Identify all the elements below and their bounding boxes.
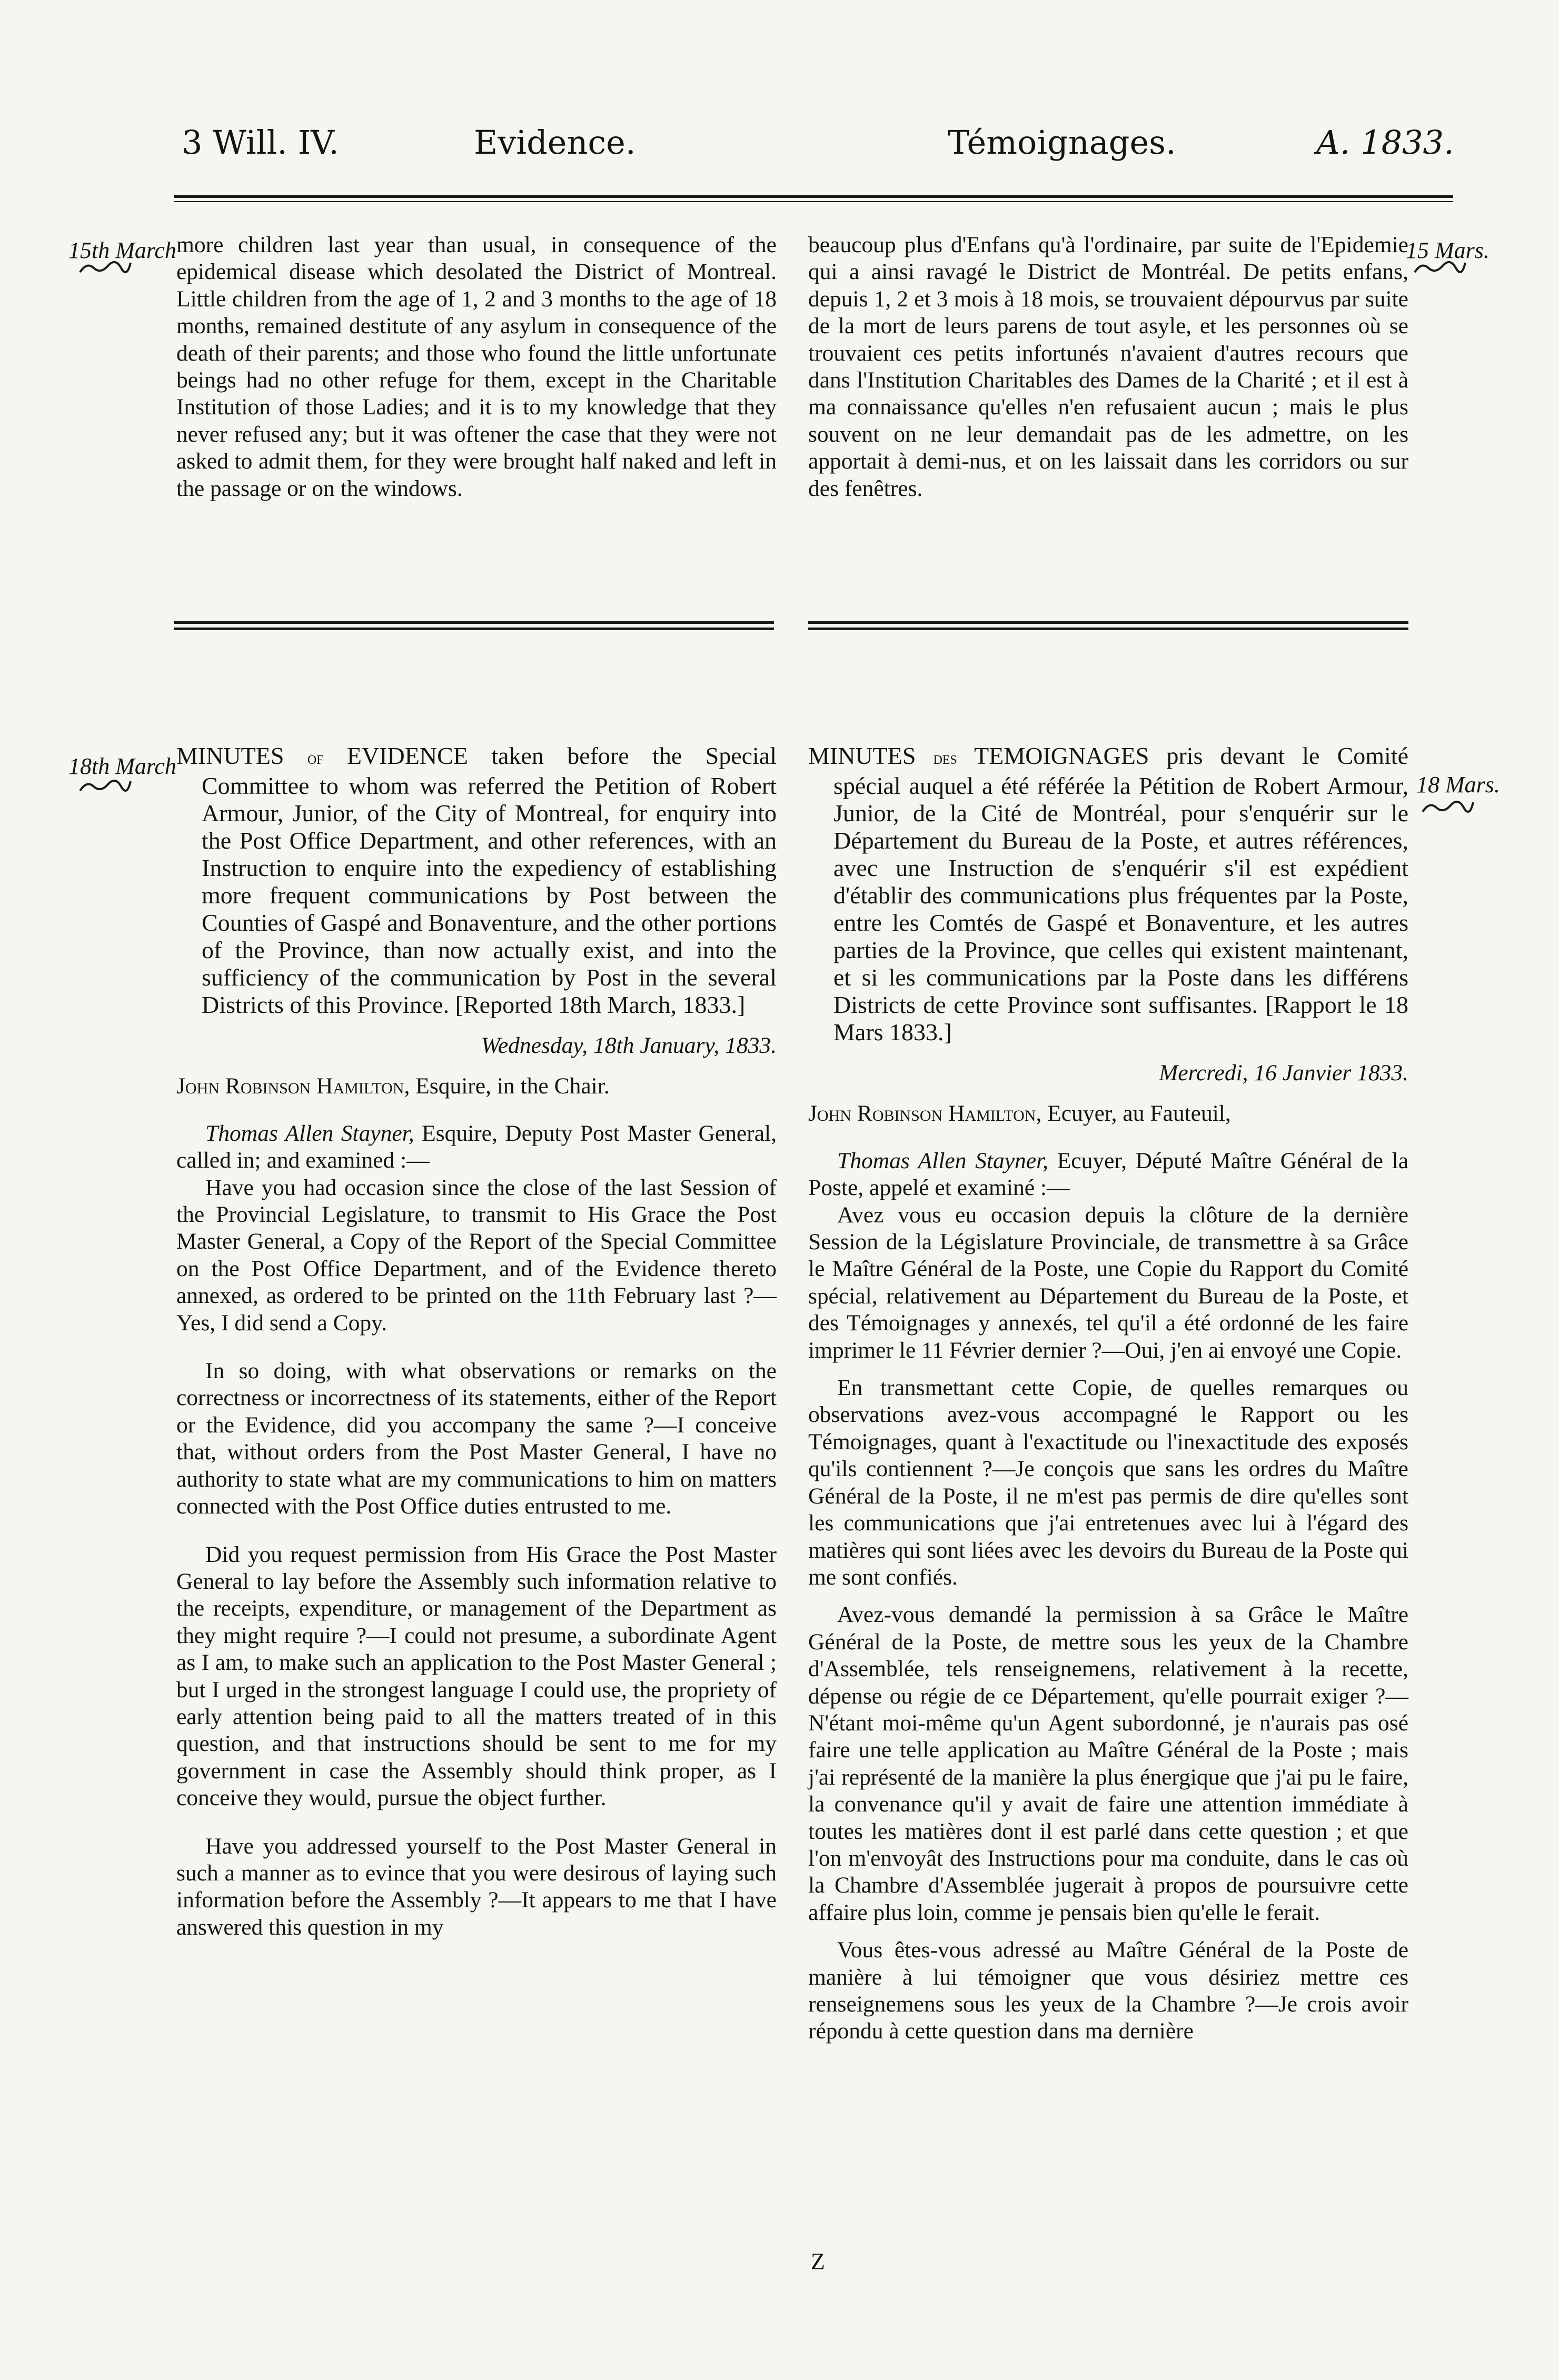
tilde-flourish-left-2 [79, 779, 132, 793]
section1-french-text: beaucoup plus d'Enfans qu'à l'ordinaire, par suite de l'Epidemie qui a ainsi ravagé le District de Montréal. De petits enfans, depuis 1, 2 et 3 mois à 18 mois, se trouvaient dépourvus par suite de la mort de leurs parens de tout asyle, et les personnes où se trouvaient ces petits infortunés n'avaient d'autres recours que dans l'Institution Charitables des Dames de la Charité ; et il est à ma connaissance qu'elles n'en refusaient aucun ; mais le plus souvent on ne leur demandait pas de les admettre, on les apportait à demi-nus, et on les laissait dans les corridors ou sur des fenêtres. [808, 232, 1408, 501]
chair-line-english [176, 1073, 777, 1100]
witness-name: Thomas Allen Stayner, [837, 1148, 1049, 1173]
witness-rest: Esquire, Deputy Post Master General, called in; and examined :— [176, 1120, 777, 1173]
section2-english [176, 742, 777, 1941]
section1-french [808, 232, 1408, 502]
qa-paragraph: Have you addressed yourself to the Post Master General in such a manner as to evince that you were desirous of laying such information before the Assembly ?—It appears to me that I have answered this question in my [176, 1833, 777, 1940]
qa-paragraph: En transmettant cette Copie, de quelles remarques ou observations avez-vous accompagné le Rapport ou les Témoignages, quant à l'exactitude ou l'inexactitude des exposés qu'ils contiennent ?—Je conçois que sans les ordres du Maître Général de la Poste, il ne m'est pas permis de dire qu'elles sont les communications que j'ai entretenues avec lui à l'égard des matières qui sont liées avec les devoirs du Bureau de la Poste qui me sont confiés. [808, 1375, 1408, 1590]
margin-date-right-2: 18 Mars. [1416, 772, 1500, 798]
heading-lead: MINUTES [176, 742, 284, 769]
chair-rest: Esquire, in the Chair. [415, 1073, 610, 1099]
qa-paragraph: Did you request permission from His Grace the Post Master General to lay before the Assembly such information relative to the receipts, expenditure, or management of the Department as they might require ?—I could not presume, a subordinate Agent as I am, to make such an application to the Post Master General ; but I urged in the strongest language I could use, the propriety of early attention being paid to all the matters treated of in this question, and that instructions should be sent to me for my government in case the Assembly should think proper, as I conceive they would, pursue the object further. [176, 1541, 777, 1811]
section1-english-text: more children last year than usual, in consequence of the epidemical disease which desolated the District of Montreal. Little children from the age of 1, 2 and 3 months to the age of 18 months, remained destitute of any asylum in consequence of the death of their parents; and those who found the little unfortunate beings had no other refuge for them, except in the Charitable Institution of those Ladies; and it is to my knowledge that they never refused any; but it was oftener the case that they were not asked to admit them, for they were brought half naked and left in the passage or on the windows. [176, 232, 777, 501]
margin-date-left-2: 18th March [68, 753, 176, 779]
tilde-flourish-right-2 [1422, 800, 1474, 814]
witness-line-french [808, 1148, 1408, 1202]
sitting-date-english: Wednesday, 18th January, 1833. [481, 1033, 777, 1058]
qa-paragraph: Avez vous eu occasion depuis la clôture de la dernière Session de la Législature Provinciale, de transmettre à sa Grâce le Maître Général de la Poste, une Copie du Rapport du Comité spécial, relativement au Département du Bureau de la Poste, et des Témoignages y annexés, tel qu'il a été ordonné de les faire imprimer le 11 Février dernier ?—Oui, j'en ai envoyé une Copie. [808, 1202, 1408, 1363]
chair-line-french [808, 1100, 1408, 1127]
qa-paragraph: Vous êtes-vous adressé au Maître Général de la Poste de manière à lui témoigner que vous désiriez mettre ces renseignemens sous les yeux de la Chambre ?—Je crois avoir répondu à cette question dans ma dernière [808, 1937, 1408, 2044]
sitting-date-french: Mercredi, 16 Janvier 1833. [1159, 1060, 1408, 1086]
section-divider-right-top [808, 621, 1408, 624]
minutes-heading-english [176, 742, 777, 1019]
heading-lead: MINUTES [808, 742, 916, 769]
witness-name: Thomas Allen Stayner, [205, 1120, 414, 1146]
section-divider-right-bottom [808, 628, 1408, 630]
qa-paragraph: Have you had occasion since the close of the last Session of the Provincial Legislature, to transmit to His Grace the Post Master General, a Copy of the Report of the Special Committee on the Post Office Department, and of the Evidence thereto annexed, as ordered to be printed on the 11th February last ?—Yes, I did send a Copy. [176, 1174, 777, 1336]
margin-date-right-1: 15 Mars. [1406, 237, 1490, 263]
section2-french [808, 742, 1408, 2045]
left-title: Evidence. [474, 123, 636, 162]
margin-date-left-1: 15th March [68, 237, 176, 263]
heading-rest: TEMOIGNAGES pris devant le Comité spécial auquel a été référée la Pétition de Robert Armour, Junior, de la Cité de Montréal, pour s'enquérir sur le Département du Bureau de la Poste, et autres références, avec une Instruction de s'enquérir s'il est expédient d'établir des communications plus fréquentes par la Poste, entre les Comtés de Gaspé et Bonaventure, et les autres parties de la Province, que celles qui existent maintenant, et si les communications par la Poste dans les différens Districts de cette Province sont suffisantes. [Rapport le 18 Mars 1833.] [833, 742, 1409, 1045]
chair-name: John Robinson Hamilton, [176, 1073, 410, 1099]
header-rule-thick [174, 195, 1453, 198]
qa-paragraph: In so doing, with what observations or remarks on the correctness or incorrectness of its statements, either of the Report or the Evidence, did you accompany the same ?—I conceive that, without orders from the Post Master General, I have no authority to state what are my communications to him on matters connected with the Post Office duties entrusted to me. [176, 1358, 777, 1519]
witness-rest: Ecuyer, Député Maître Général de la Poste, appelé et examiné :— [808, 1148, 1409, 1201]
heading-des: des [933, 749, 957, 768]
section1-english [176, 232, 777, 502]
signature-mark: Z [811, 2248, 825, 2274]
minutes-heading-french [808, 742, 1408, 1046]
year-label: A. 1833. [1316, 123, 1454, 162]
right-title: Témoignages. [948, 123, 1176, 162]
section-divider-left-bottom [174, 628, 774, 630]
tilde-flourish-right-1 [1414, 261, 1466, 274]
tilde-flourish-left-1 [79, 261, 132, 274]
chair-name: John Robinson Hamilton, [808, 1101, 1042, 1127]
header-rule-thin [174, 201, 1453, 202]
witness-line-english [176, 1120, 777, 1174]
heading-of: of [307, 749, 324, 768]
session-label: 3 Will. IV. [182, 123, 339, 162]
chair-rest: Ecuyer, au Fauteuil, [1047, 1101, 1231, 1127]
section-divider-left-top [174, 621, 774, 624]
qa-paragraph: Avez-vous demandé la permission à sa Grâce le Maître Général de la Poste, de mettre sous les yeux de la Chambre d'Assemblée, tels renseignemens, relativement à la recette, dépense ou régie de ce Département, qu'elle pourrait exiger ?—N'étant moi-même qu'un Agent subordonné, je n'aurais pas osé faire une telle application au Maître Général de la Poste ; mais j'ai représenté de la manière la plus énergique que j'ai pu le faire, la convenance qu'il y avait de faire une attention immédiate à toutes les matières dont il est parlé dans cette question ; et que l'on m'envoyât des Instructions pour ma conduite, dans le cas où la Chambre d'Assemblée jugerait à propos de poursuivre cette affaire plus loin, comme je pensais bien qu'elle le ferait. [808, 1602, 1408, 1925]
heading-rest: EVIDENCE taken before the Special Committee to whom was referred the Petition of Robert Armour, Junior, of the City of Montreal, for enquiry into the Post Office Department, and other references, with an Instruction to enquire into the expediency of establishing more frequent communications by Post between the Counties of Gaspé and Bonaventure, and the other portions of the Province, than now actually exist, and into the sufficiency of the communication by Post in the several Districts of this Province. [Reported 18th March, 1833.] [202, 742, 777, 1018]
